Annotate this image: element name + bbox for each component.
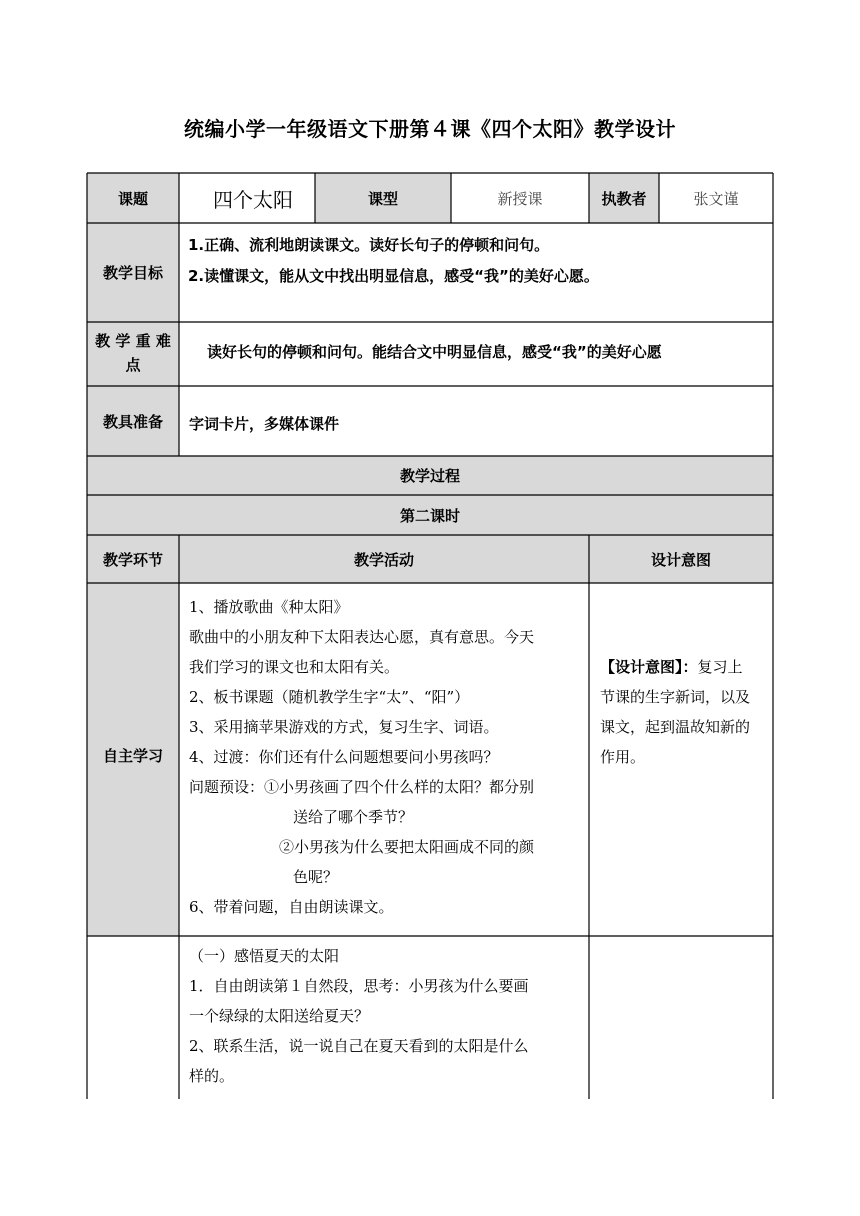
stage-self-study: 自主学习	[102, 747, 163, 765]
column-stage: 教学环节	[102, 550, 163, 569]
goal-item: 2.读懂课文，能从文中找出明显信息，感受“我”的美好心愿。	[188, 267, 599, 285]
column-activity: 教学活动	[353, 550, 414, 569]
intent-line: 课文，起到温故知新的	[600, 718, 751, 736]
keypoints-label-line: 点	[125, 356, 141, 374]
activity-line: 色呢？	[293, 868, 339, 886]
teacher-value: 张文谨	[693, 189, 739, 208]
activity-line: 送给了哪个季节？	[293, 808, 414, 826]
goals-label: 教学目标	[102, 264, 163, 282]
activity-line: 歌曲中的小朋友种下太阳表达心愿，真有意思。今天	[189, 628, 535, 646]
keypoints-text: 读好长句的停顿和问句。能结合文中明显信息，感受“我”的美好心愿	[207, 343, 662, 361]
goal-item: 1.正确、流利地朗读课文。读好长句子的停顿和问句。	[188, 236, 550, 254]
goals-list	[188, 230, 768, 292]
activity-line: 4、过渡：你们还有什么问题想要问小男孩吗？	[189, 748, 499, 766]
activity-line: 2、板书课题（随机教学生字“太”、“阳”）	[189, 688, 470, 706]
activity-line: 6、带着问题，自由朗读课文。	[189, 898, 394, 916]
tools-text: 字词卡片，多媒体课件	[189, 415, 340, 433]
intent-label: 【设计意图】：	[600, 658, 698, 676]
tools-label: 教具准备	[102, 413, 163, 431]
teacher-label: 执教者	[601, 189, 647, 208]
column-intent: 设计意图	[650, 550, 711, 569]
activity-line: 1、播放歌曲《种太阳》	[189, 598, 349, 616]
intent-line: 作用。	[600, 748, 646, 766]
activity-line: 我们学习的课文也和太阳有关。	[189, 658, 400, 676]
keypoints-label	[87, 329, 179, 377]
intent-line: 节课的生字新词，以及	[600, 688, 751, 706]
type-value: 新授课	[497, 189, 543, 208]
activity-line: 3、采用摘苹果游戏的方式，复习生字、词语。	[189, 718, 499, 736]
activity-line: （一）感悟夏天的太阳	[189, 947, 340, 965]
activity-line: 2、联系生活，说一说自己在夏天看到的太阳是什么	[189, 1037, 529, 1055]
intent-line: 复习上	[697, 658, 743, 676]
self-study-activity	[189, 592, 585, 922]
activity-line: 1．自由朗读第１自然段，思考：小男孩为什么要画	[189, 977, 529, 995]
activity-line: ②小男孩为什么要把太阳画成不同的颜	[279, 838, 535, 856]
summer-activity	[189, 941, 585, 1091]
activity-line: 样的。	[189, 1067, 235, 1085]
type-label: 课型	[367, 189, 398, 208]
session-title: 第二课时	[399, 506, 460, 525]
document-title: 统编小学一年级语文下册第４课《四个太阳》教学设计	[184, 117, 676, 141]
activity-line: 一个绿绿的太阳送给夏天？	[189, 1007, 370, 1025]
topic-label: 课题	[117, 189, 148, 208]
keypoints-label-line: 教 学 重 难	[95, 332, 171, 350]
process-title: 教学过程	[399, 467, 460, 485]
self-study-intent	[600, 652, 772, 772]
activity-line: 问题预设：①小男孩画了四个什么样的太阳？都分别	[189, 778, 535, 796]
topic-value: 四个太阳	[213, 187, 293, 212]
